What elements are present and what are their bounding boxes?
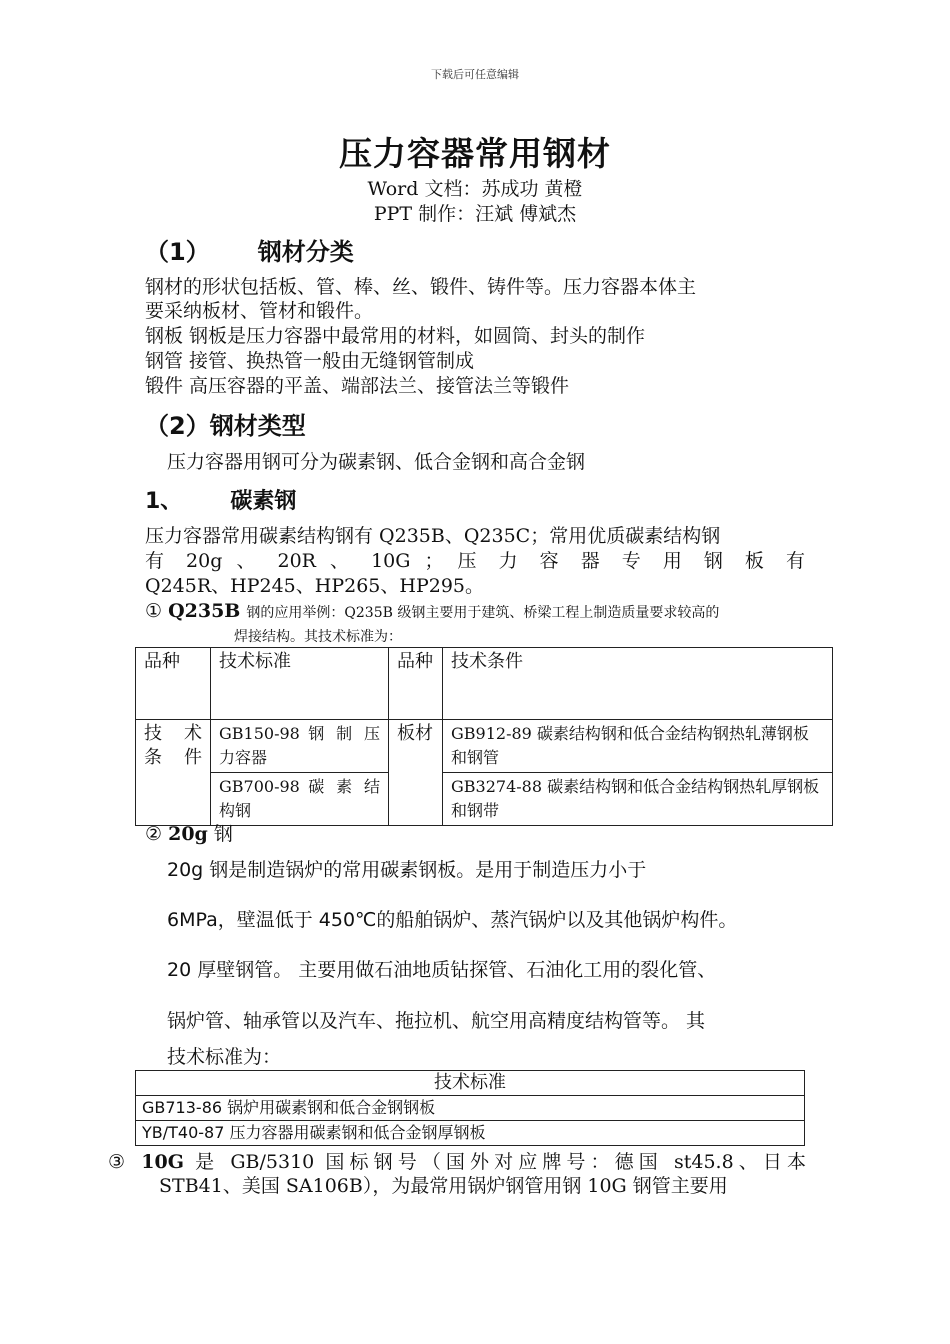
g10-name: 10G (141, 1151, 184, 1173)
section1-paragraph-line1: 钢材的形状包括板、管、棒、丝、锻件、铸件等。压力容器本体主 (145, 276, 697, 298)
subsection1-title: 碳素钢 (230, 489, 297, 514)
carbon-steel-line3: Q245R、HP245、HP265、HP295。 (145, 575, 485, 597)
table-header-variety: 品种 (136, 648, 211, 720)
author-word: Word 文档：苏成功 黄橙 (367, 178, 583, 200)
page-header-note: 下载后可任意编辑 (431, 68, 519, 81)
table-header-condition: 技术条件 (443, 648, 833, 720)
subsection1-heading (145, 484, 296, 515)
document-title: 压力容器常用钢材 (339, 134, 611, 173)
section2-intro: 压力容器用钢可分为碳素钢、低合金钢和高合金钢 (167, 451, 586, 473)
list-item-steel-plate: 钢板 钢板是压力容器中最常用的材料，如圆筒、封头的制作 (145, 325, 646, 347)
table-header-standard: 技术标准 (211, 648, 389, 720)
table-std-gb700: GB700-98 碳 素 结 构钢 (211, 773, 389, 826)
table-row-label: 技 术 条件 (136, 720, 211, 826)
q235b-standards-table (135, 647, 833, 826)
table-plate-label: 板材 (389, 720, 443, 826)
g20-standards-table (135, 1070, 805, 1146)
carbon-steel-line2: 有 20g 、 20R 、 10G ； 压 力 容 器 专 用 钢 板 有 (145, 550, 805, 572)
q235b-desc2: 焊接结构。其技术标准为： (234, 629, 402, 645)
g20-heading (145, 822, 233, 846)
carbon-steel-line1: 压力容器常用碳素结构钢有 Q235B、Q235C；常用优质碳素结构钢 (145, 525, 721, 547)
table-row (136, 1121, 805, 1146)
g10-line1 (108, 1150, 806, 1174)
q235b-line1 (145, 599, 719, 625)
q235b-marker: ① (145, 600, 163, 622)
table-std-gb150: GB150-98 钢 制 压 力容器 (211, 720, 389, 773)
table-row (136, 1096, 805, 1121)
g20-line1: 20g 钢是制造锅炉的常用碳素钢板。是用于制造压力小于 (167, 859, 647, 881)
g20-line3: 20 厚壁钢管。 主要用做石油地质钻探管、石油化工用的裂化管、 (167, 959, 717, 981)
section2-heading: （2）钢材类型 (145, 412, 306, 440)
table-cond-gb912: GB912-89 碳素结构钢和低合金结构钢热轧薄钢板和钢管 (443, 720, 833, 773)
table-row (136, 648, 833, 720)
g20-suffix: 钢 (213, 823, 233, 845)
table-row (136, 773, 833, 826)
table2-header: 技术标准 (136, 1071, 805, 1096)
g20-marker: ② (145, 823, 163, 845)
table2-row-ybt40: YB/T40-87 压力容器用碳素钢和低合金钢厚钢板 (136, 1121, 805, 1146)
table-row (136, 720, 833, 773)
table-header-variety2: 品种 (389, 648, 443, 720)
q235b-desc1: 钢的应用举例：Q235B 级钢主要用于建筑、桥梁工程上制造质量要求较高的 (246, 605, 720, 621)
section1-heading (145, 232, 354, 267)
g20-name: 20g (168, 823, 208, 845)
section1-title: 钢材分类 (257, 238, 354, 266)
list-item-steel-pipe: 钢管 接管、换热管一般由无缝钢管制成 (145, 350, 475, 372)
table2-row-gb713: GB713-86 锅炉用碳素钢和低合金钢钢板 (136, 1096, 805, 1121)
subsection1-number: 1、 (145, 489, 183, 514)
author-ppt: PPT 制作：汪斌 傅斌杰 (373, 203, 577, 225)
g20-line2: 6MPa，壁温低于 450℃的船舶锅炉、蒸汽锅炉以及其他锅炉构件。 (167, 909, 738, 931)
g10-desc1: 是 GB/5310 国标钢号（国外对应牌号：德国 st45.8、日本 (195, 1151, 806, 1173)
table-row (136, 1071, 805, 1096)
g20-line4: 锅炉管、轴承管以及汽车、拖拉机、航空用高精度结构管等。 其 (167, 1010, 706, 1032)
g10-line2: STB41、美国 SA106B），为最常用锅炉钢管用钢 10G 钢管主要用 (159, 1175, 728, 1197)
section1-number: （1） (145, 238, 210, 266)
section1-paragraph-line2: 要采纳板材、管材和锻件。 (145, 300, 374, 322)
g10-marker: ③ (108, 1151, 131, 1173)
table-cond-gb3274: GB3274-88 碳素结构钢和低合金结构钢热轧厚钢板和钢带 (443, 773, 833, 826)
g20-line5: 技术标准为： (167, 1046, 282, 1068)
q235b-name: Q235B (168, 600, 241, 622)
list-item-forging: 锻件 高压容器的平盖、端部法兰、接管法兰等锻件 (145, 375, 570, 397)
